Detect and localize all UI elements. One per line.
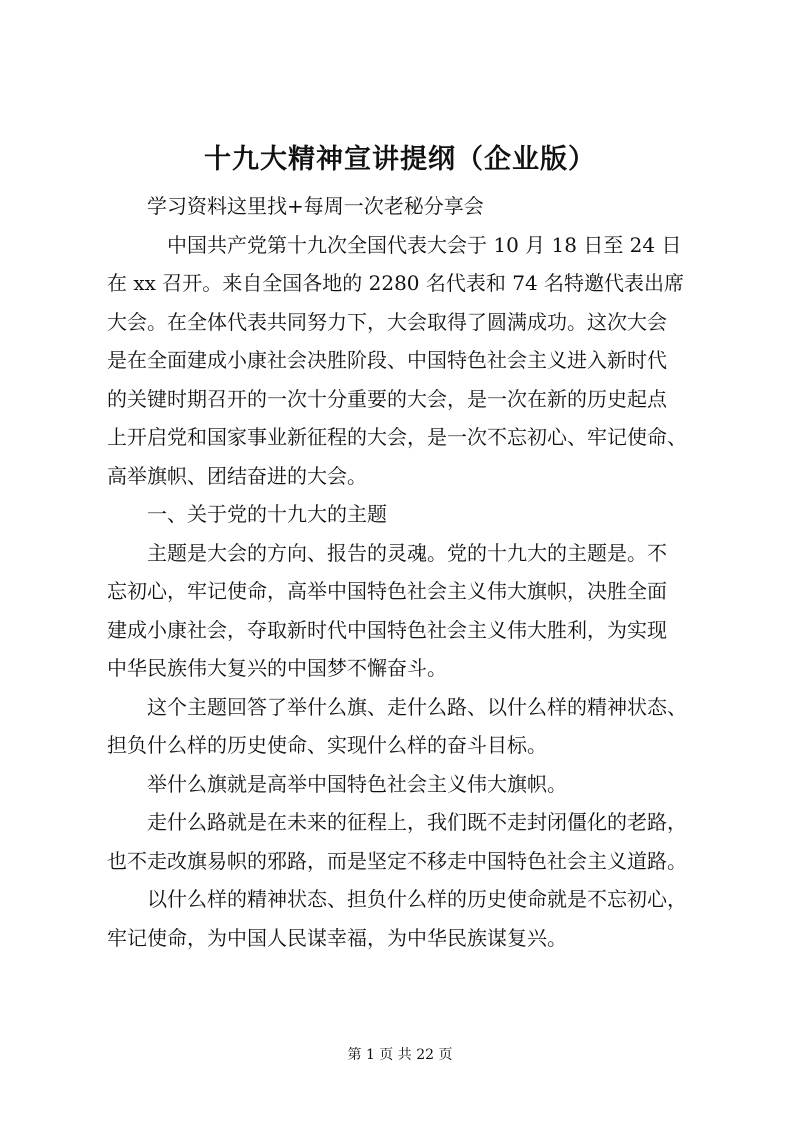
text-line: 走什么路就是在未来的征程上，我们既不走封闭僵化的老路， [147,810,687,834]
text-line: 上开启党和国家事业新征程的大会，是一次不忘初心、牢记使命、 [107,425,687,449]
page-indicator: 第 1 页 共 22 页 [347,1047,453,1063]
text-line: 是在全面建成小康社会决胜阶段、中国特色社会主义进入新时代 [107,348,667,372]
text-line: 举什么旗就是高举中国特色社会主义伟大旗帜。 [147,771,567,796]
text-line: 以什么样的精神状态、担负什么样的历史使命就是不忘初心， [147,887,687,911]
text-line: 主题是大会的方向、报告的灵魂。党的十九大的主题是。不 [147,540,667,565]
text-line: 在 xx 召开。来自全国各地的 2280 名代表和 74 名特邀代表出席 [107,271,685,295]
text-line: 大会。在全体代表共同努力下，大会取得了圆满成功。这次大会 [107,309,667,334]
text-line: 牢记使命，为中国人民谋幸福，为中华民族谋复兴。 [107,925,567,950]
text-line: 中国共产党第十九次全国代表大会于 10 月 18 日至 24 日 [167,232,682,257]
text-line: 高举旗帜、团结奋进的大会。 [107,463,367,488]
text-line: 的关键时期召开的一次十分重要的大会，是一次在新的历史起点 [107,386,667,411]
document-body [107,187,703,957]
text-line: 学习资料这里找+每周一次老秘分享会 [147,194,484,218]
text-line: 忘初心，牢记使命，高举中国特色社会主义伟大旗帜，决胜全面 [107,579,667,603]
text-line: 这个主题回答了举什么旗、走什么路、以什么样的精神状态、 [147,694,687,719]
text-line: 建成小康社会，夺取新时代中国特色社会主义伟大胜利，为实现 [107,617,667,642]
document-title: 十九大精神宣讲提纲（企业版） [204,144,596,175]
text-line: 中华民族伟大复兴的中国梦不懈奋斗。 [107,656,447,680]
text-line: 也不走改旗易帜的邪路，而是坚定不移走中国特色社会主义道路。 [107,848,687,873]
text-line: 担负什么样的历史使命、实现什么样的奋斗目标。 [107,733,547,757]
section-heading: 一、关于党的十九大的主题 [147,502,387,526]
